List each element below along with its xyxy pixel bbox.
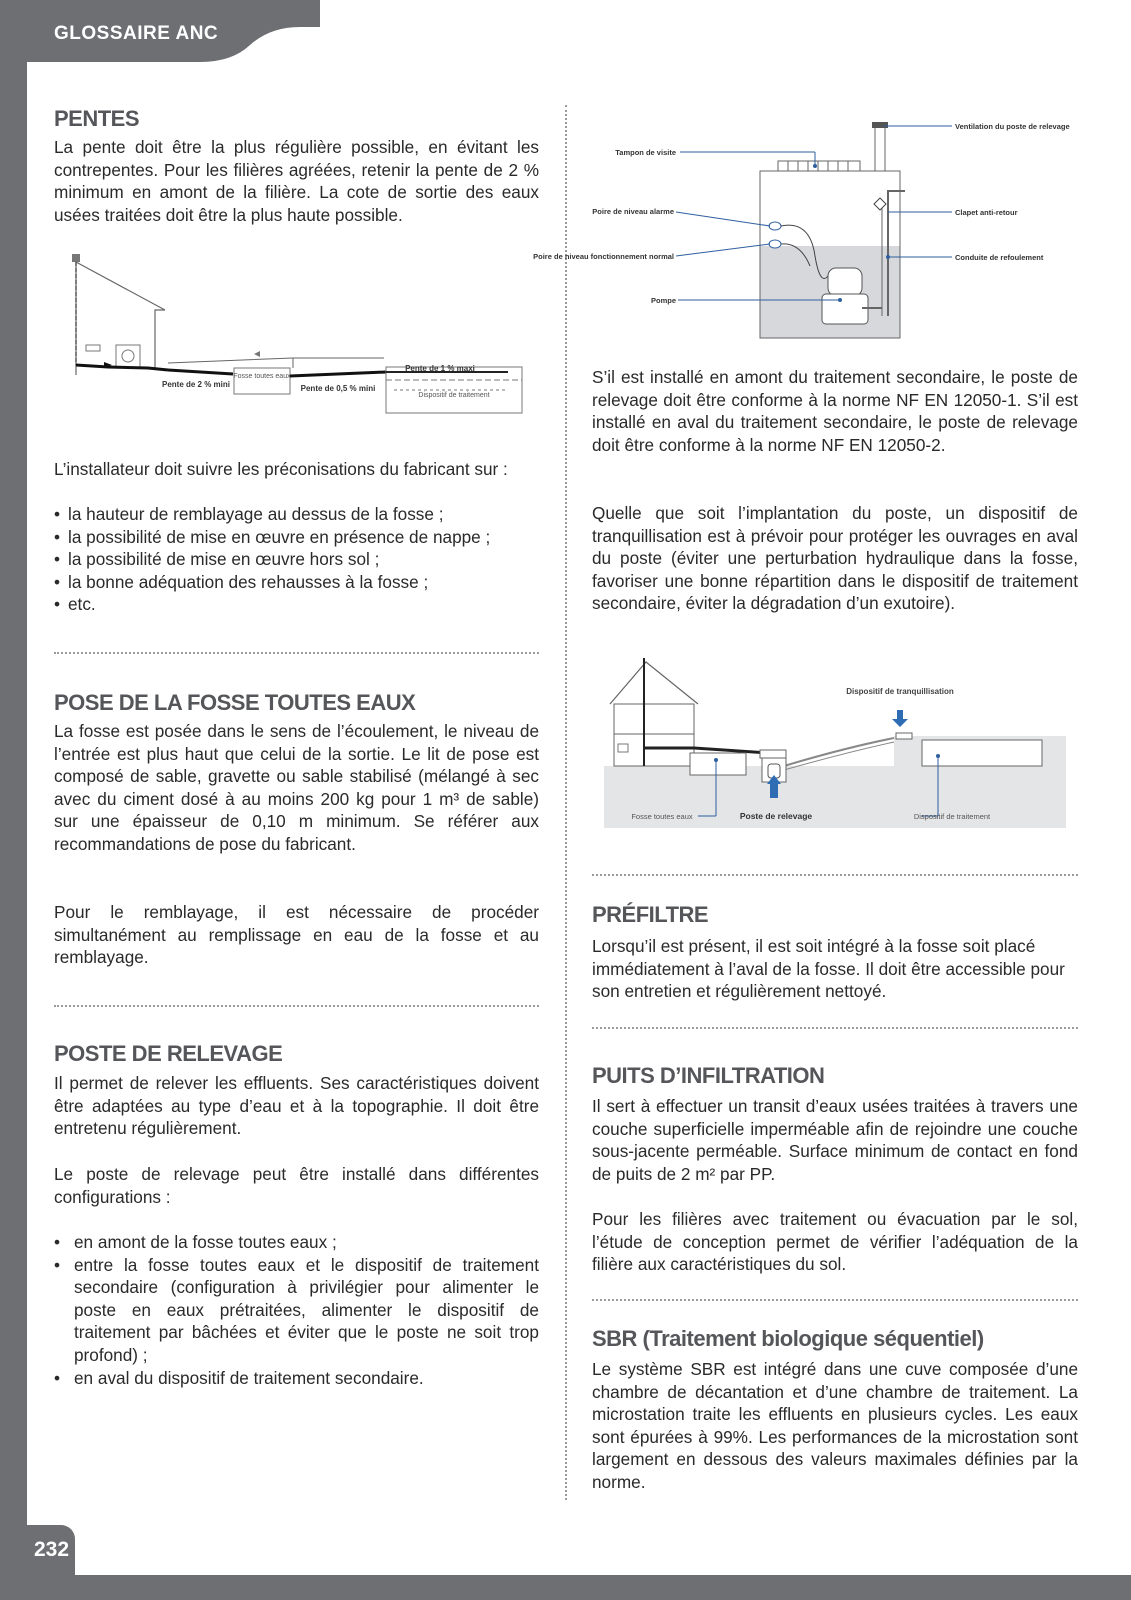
poste-bullet-list	[54, 1231, 539, 1389]
list-item: • en amont de la fosse toutes eaux ;	[54, 1231, 539, 1254]
pose-paragraph-2: Pour le remblayage, il est nécessaire de procéder simultanément au remplissage en eau de la fosse et au remblayage.	[54, 902, 539, 968]
section-title-pose: POSE DE LA FOSSE TOUTES EAUX	[54, 690, 416, 715]
vent-cap-icon	[72, 254, 80, 262]
section-separator	[592, 1027, 1078, 1029]
poste-paragraph-4: Quelle que soit l’implantation du poste, un dispositif de tranquillisation est à prévoir pour protéger les ouvrages en aval du poste (éviter une perturbation hydraulique dans la fosse, favoriser une bonne répartition dans le dispositif de traitement secondaire, éviter la dégradation d’un exutoire).	[592, 503, 1078, 614]
label-slope-1: Pente de 1 % maxi	[405, 364, 475, 373]
list-item: • la possibilité de mise en œuvre en présence de nappe ;	[54, 526, 539, 549]
section-title-sbr: SBR (Traitement biologique séquentiel)	[592, 1326, 984, 1351]
slope-diagram	[68, 250, 538, 430]
section-separator	[592, 874, 1078, 876]
installer-intro: L’installateur doit suivre les préconisations du fabricant sur :	[54, 459, 508, 479]
section-separator	[54, 652, 539, 654]
pentes-intro: La pente doit être la plus régulière possible, en évitant les contrepentes. Pour les filières agréées, retenir la pente de 2 % minimum en amont de la filière. La cote de sortie des eaux usées traitées doit être la plus haute possible.	[54, 137, 539, 225]
label-pompe: Pompe	[650, 296, 676, 305]
pump-station-diagram	[533, 116, 1070, 346]
section-separator	[54, 1005, 539, 1007]
section-title-poste: POSTE DE RELEVAGE	[54, 1041, 283, 1066]
list-item: • entre la fosse toutes eaux et le dispositif de traitement secondaire (configuration à privilégier pour alimenter le poste en eaux prétraitées, alimenter le dispositif de traitement par bâchées et éviter que le poste ne soit trop profond) ;	[54, 1254, 539, 1367]
list-item: • en aval du dispositif de traitement secondaire.	[54, 1367, 539, 1390]
page-number: 232	[34, 1538, 70, 1561]
label-dispositif: Dispositif de traitement	[913, 812, 991, 821]
arrow-down-icon	[892, 719, 908, 727]
poste-paragraph-1: Il permet de relever les effluents. Ses caractéristiques doivent être adaptées au type d’eau et à la topographie. Il doit être entretenu régulièrement.	[54, 1073, 539, 1139]
float-normal-icon	[769, 240, 781, 248]
arrow-up-icon	[770, 784, 778, 798]
label-ventilation: Ventilation du poste de relevage	[955, 122, 1070, 131]
pose-paragraph-1: La fosse est posée dans le sens de l’écoulement, le niveau de l’entrée est plus haut que celui de la sortie. Le lit de pose est composé de sable, gravette ou sable stabilisé (mélangé à sec avec du ciment dosé à au moins 200 kg pour 1 m³ de sable) sur une épaisseur de 0,10 m minimum. Se référer aux recommandations de pose du fabricant.	[54, 721, 539, 854]
vent-cap-icon	[872, 122, 888, 128]
sbr-paragraph: Le système SBR est intégré dans une cuve composée d’une chambre de décantation et d’une chambre de traitement. La microstation traite les effluents en plusieurs cycles. Les eaux sont épurées à 99%. Les performances de la microstation sont largement en dessous des valeurs maximales définies par la norme.	[592, 1359, 1078, 1492]
list-item: • etc.	[54, 593, 539, 616]
label-poste: Poste de relevage	[739, 811, 813, 821]
label-tampon: Tampon de visite	[615, 148, 676, 157]
float-alarm-icon	[769, 222, 781, 230]
poste-paragraph-2: Le poste de relevage peut être installé dans différentes configurations :	[54, 1164, 539, 1207]
header-title: GLOSSAIRE ANC	[54, 23, 219, 44]
list-item: • la bonne adéquation des rehausses à la fosse ;	[54, 571, 539, 594]
list-item: • la hauteur de remblayage au dessus de la fosse ;	[54, 503, 539, 526]
label-conduite: Conduite de refoulement	[955, 253, 1044, 262]
puits-paragraph-2: Pour les filières avec traitement ou évacuation par le sol, l’étude de conception permet de vérifier l’adéquation de la filière aux caractéristiques du sol.	[592, 1209, 1078, 1275]
label-tranquillisation: Dispositif de tranquillisation	[846, 687, 954, 696]
pentes-bullet-list	[54, 503, 539, 616]
sink-icon	[86, 345, 100, 351]
section-title-puits: PUITS D’INFILTRATION	[592, 1063, 825, 1088]
check-valve-icon	[874, 198, 886, 210]
label-fosse: Fosse toutes eaux	[631, 812, 693, 821]
section-title-pentes: PENTES	[54, 106, 140, 131]
label-poire-normal: Poire de niveau fonctionnement normal	[533, 252, 674, 261]
pump-icon	[828, 268, 862, 296]
label-dispositif: Dispositif de traitement	[418, 392, 490, 399]
section-title-prefiltre: PRÉFILTRE	[592, 902, 709, 927]
pump-configuration-diagram	[604, 658, 1074, 843]
poste-paragraph-3: S’il est installé en amont du traitement secondaire, le poste de relevage doit être conforme à la norme NF EN 12050-1. S’il est installé en aval du traitement secondaire, le poste de relevage doit être conforme à la norme NF EN 12050-2.	[592, 367, 1078, 455]
prefiltre-paragraph: Lorsqu’il est présent, il est soit intégré à la fosse soit placé immédiatement à l’aval de la fosse. Il doit être accessible pour son entretien et régulièrement nettoyé.	[592, 936, 1065, 1002]
label-slope-05: Pente de 0,5 % mini	[300, 384, 376, 393]
washing-machine-icon	[116, 345, 140, 367]
label-clapet: Clapet anti-retour	[955, 208, 1018, 217]
column-divider	[565, 105, 567, 1500]
label-slope-2: Pente de 2 % mini	[161, 380, 231, 389]
list-item: • la possibilité de mise en œuvre hors sol ;	[54, 548, 539, 571]
label-poire-alarme: Poire de niveau alarme	[592, 207, 674, 216]
section-separator	[592, 1299, 1078, 1301]
label-fosse: Fosse toutes eaux	[233, 373, 291, 380]
puits-paragraph-1: Il sert à effectuer un transit d’eaux usées traitées à travers une couche superficielle imperméable afin de rejoindre une couche sous-jacente perméable. Surface minimum de contact en fond de puits de 2 m² par PP.	[592, 1096, 1078, 1184]
